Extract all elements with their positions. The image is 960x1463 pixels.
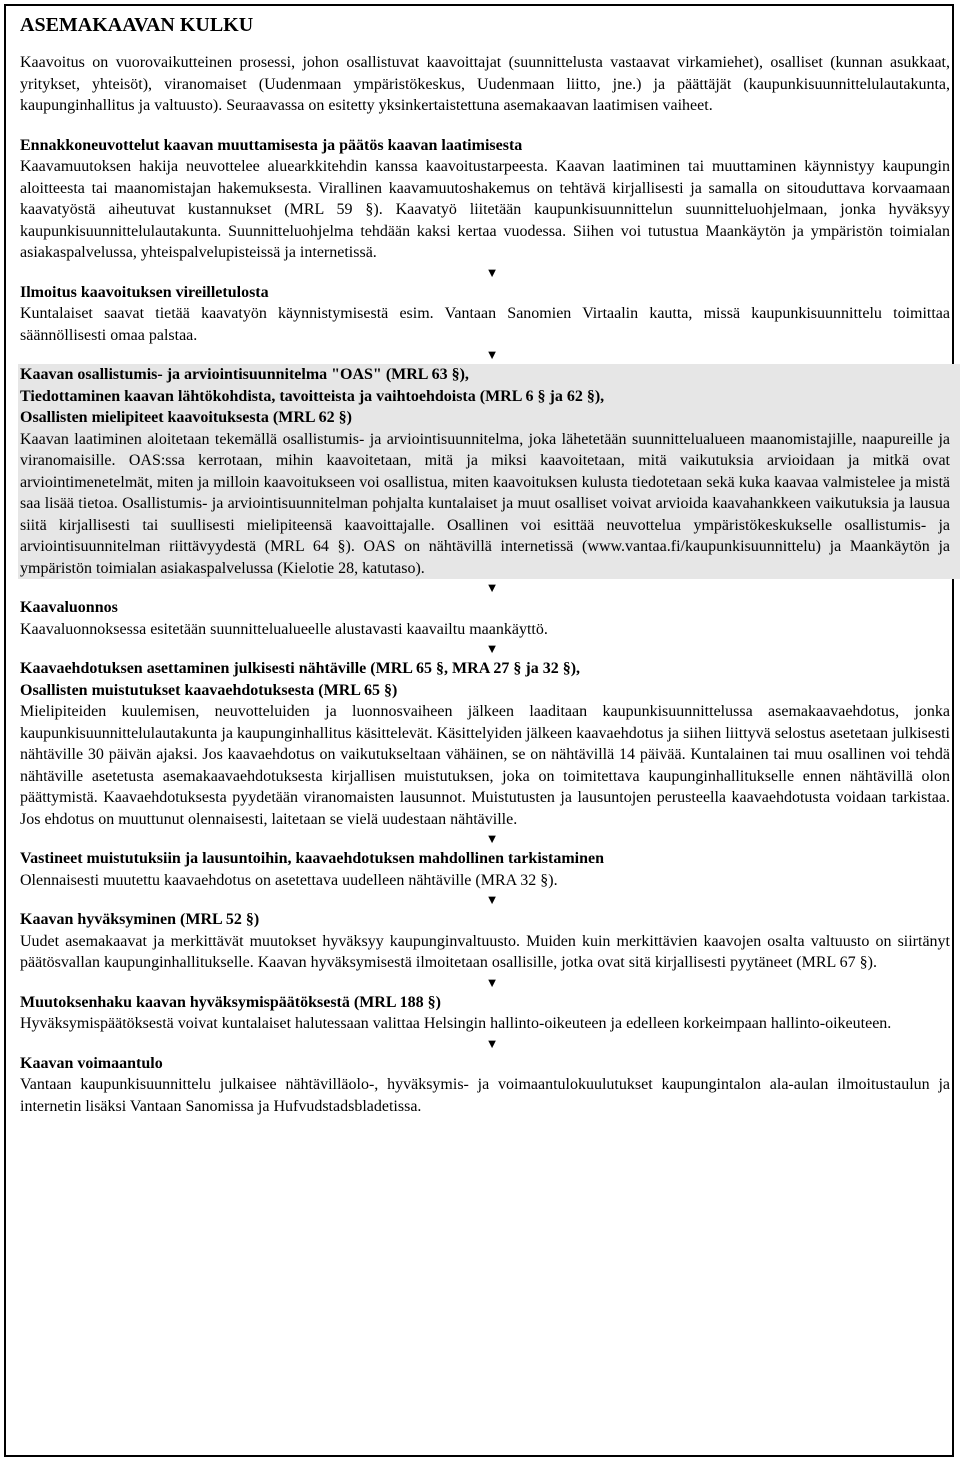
intro-paragraph: Kaavoitus on vuorovaikutteinen prosessi, johon osallistuvat kaavoittajat (suunnittelusta vastaavat virkamiehet), osalliset (kunnan asukkaat, yritykset, yhteisöt), viranomaiset (Uudenmaan ympäristökeskus, Uudenmaan liitto, jne.) ja päättäjät (kaupunkisuunnittelulautakunta, kaupunginhallitus ja valtuusto). Seuraavassa on esitetty yksinkertaistettuna asemakaavan laatimisen vaiheet. (20, 54, 950, 114)
section-ennakkoneuvottelut (20, 135, 950, 264)
section-heading: Osallisten mielipiteet kaavoituksesta (MRL 62 §) (20, 409, 352, 426)
down-arrow-icon: ▼ (485, 892, 499, 907)
section-heading: Kaavan hyväksyminen (MRL 52 §) (20, 911, 260, 928)
page-title: ASEMAKAAVAN KULKU (20, 14, 254, 36)
section-body: Mielipiteiden kuulemisen, neuvotteluiden ja luonnosvaiheen jälkeen laaditaan kaupunkisuunnittelussa asemakaavaehdotus, jonka kaupunkisuunnittelulautakunta ja kaupunginhallitus käsittelevät. Käsittelyiden jälkeen kaavaehdotus ja siihen liittyvä selostus asetetaan julkisesti nähtäville 30 päivän ajaksi. Jos kaavaehdotus on vaikutukseltaan vähäinen, se on nähtävillä 14 päivää. Kuntalainen tai muu osallinen voi tehdä nähtäville asetetusta asemakaavaehdotuksesta kirjallisen muistutuksen, joka on toimitettava kaupunginhallitukselle ennen nähtävillä olon päättymistä. Kaavaehdotuksesta pyydetään viranomaisten lausunnot. Muistutusten ja lausuntojen perusteella kaavaehdotusta voidaan tarkistaa. Jos ehdotus on muuttunut olennaisesti, laitetaan se vielä uudestaan nähtäville. (20, 703, 950, 828)
down-arrow-icon: ▼ (485, 641, 499, 656)
section-heading: Kaavaluonnos (20, 599, 118, 616)
section-vastineet (20, 848, 950, 891)
section-heading: Osallisten muistutukset kaavaehdotuksesta (MRL 65 §) (20, 681, 398, 699)
section-body: Vantaan kaupunkisuunnittelu julkaisee nähtävilläolo-, hyväksymis- ja voimaantulokuulutukset kaupungintalon ala-aulan ilmoitustaulun ja internetin lisäksi Vantaan Sanomissa ja Hufvudstadsbladetissa. (20, 1076, 950, 1115)
section-heading: Kaavaehdotuksen asettaminen julkisesti nähtäville (MRL 65 §, MRA 27 § ja 32 §), (20, 660, 581, 677)
section-hyvaksyminen (20, 909, 950, 974)
section-heading: Muutoksenhaku kaavan hyväksymispäätöksestä (MRL 188 §) (20, 993, 441, 1011)
section-voimaantulo (20, 1053, 950, 1118)
down-arrow-icon: ▼ (485, 264, 499, 280)
section-heading: Ilmoitus kaavoituksen vireilletulosta (20, 283, 269, 301)
down-arrow-icon: ▼ (485, 1035, 499, 1051)
section-oas (18, 364, 960, 579)
section-body: Uudet asemakaavat ja merkittävät muutokset hyväksyy kaupunginvaltuusto. Muiden kuin merkittävien kaavojen osalta valtuusto on siirtänyt päätösvallan kaupunginhallitukselle. Kaavan hyväksymisestä ilmoitetaan osallisille, jotka ovat sitä kirjallisesti pyytäneet (MRL 67 §). (20, 932, 950, 971)
section-ilmoitus (20, 282, 950, 347)
section-kaavaluonnos (20, 597, 950, 640)
document-frame (4, 4, 954, 1457)
section-heading: Vastineet muistutuksiin ja lausuntoihin, kaavaehdotuksen mahdollinen tarkistaminen (20, 850, 604, 867)
section-body: Hyväksymispäätöksestä voivat kuntalaiset halutessaan valittaa Helsingin hallinto-oikeuteen ja edelleen korkeimpaan hallinto-oikeuteen. (20, 1015, 892, 1032)
section-kaavaehdotus (20, 658, 950, 830)
down-arrow-icon: ▼ (485, 831, 499, 846)
section-heading: Kaavan voimaantulo (20, 1054, 163, 1072)
section-body: Kuntalaiset saavat tietää kaavatyön käynnistymisestä esim. Vantaan Sanomien Virtaalin kautta, missä kaupunkisuunnittelu toimittaa säännöllisesti omaa palstaa. (20, 305, 950, 344)
down-arrow-icon: ▼ (485, 580, 499, 595)
down-arrow-icon: ▼ (485, 974, 499, 990)
section-heading: Kaavan osallistumis- ja arviointisuunnitelma "OAS" (MRL 63 §), (20, 366, 469, 383)
section-heading: Tiedottaminen kaavan lähtökohdista, tavoitteista ja vaihtoehdoista (MRL 6 § ja 62 §), (20, 387, 605, 405)
section-heading: Ennakkoneuvottelut kaavan muuttamisesta ja päätös kaavan laatimisesta (20, 136, 523, 154)
section-body: Olennaisesti muutettu kaavaehdotus on asetettava uudelleen nähtäville (MRA 32 §). (20, 871, 558, 889)
document-content (20, 6, 950, 1117)
down-arrow-icon: ▼ (485, 347, 499, 362)
section-body: Kaavan laatiminen aloitetaan tekemällä osallistumis- ja arviointisuunnitelma, joka lähetetään suunnittelualueen maanomistajille, naapureille ja viranomaisille. OAS:ssa kerrotaan, mihin kaavoitetaan, mitä ja miksi kaavoitetaan, mitä vaikutuksia arvioidaan ja mitkä ovat arviointimenetelmät, miten ja milloin kaavoitukseen voi osallistua, miten kaavoituksen kulusta tiedotetaan sekä kuka kaavaa valmistelee ja mistä saa lisää tietoa. Osallistumis- ja arviointisuunnitelman pohjalta kuntalaiset ja muut osalliset voivat arvioida kaavahankkeen vaikutuksia ja lausua siitä kirjallisesti tai suullisesti mielipiteensä kaavoittajalle. Osallinen voi esittää neuvottelua ympäristökeskukselle osallistumis- ja arviointisuunnitelman riittävyydestä (MRL 64 §). OAS on nähtävillä internetissä (www.vantaa.fi/kaupunkisuunnittelu) ja Maankäytön ja ympäristön toimialan asiakaspalvelussa (Kielotie 28, katutaso). (20, 430, 950, 577)
section-body: Kaavamuutoksen hakija neuvottelee aluearkkitehdin kanssa kaavoitustarpeesta. Kaavan laatiminen tai muuttaminen käynnistyy kaupungin aloitteesta tai maanomistajan hakemuksesta. Virallinen kaavamuutoshakemus on tehtävä kirjallisesti ja samalla on sitouduttava korvaamaan kaavatyöstä aiheutuvat kustannukset (MRL 59 §). Kaavatyö liitetään kaupunkisuunnittelun suunnitteluohjelmaan, jonka hyväksyy kaupunkisuunnittelulautakunta. Suunnitteluohjelma tehdään kaksi kertaa vuodessa. Siihen voi tutustua Maankäytön ja ympäristön toimialan asiakaspalvelussa, yhteispalvelupisteissä ja internetissä. (20, 158, 950, 261)
section-muutoksenhaku (20, 992, 950, 1035)
section-body: Kaavaluonnoksessa esitetään suunnittelualueelle alustavasti kaavailtu maankäyttö. (20, 620, 548, 638)
